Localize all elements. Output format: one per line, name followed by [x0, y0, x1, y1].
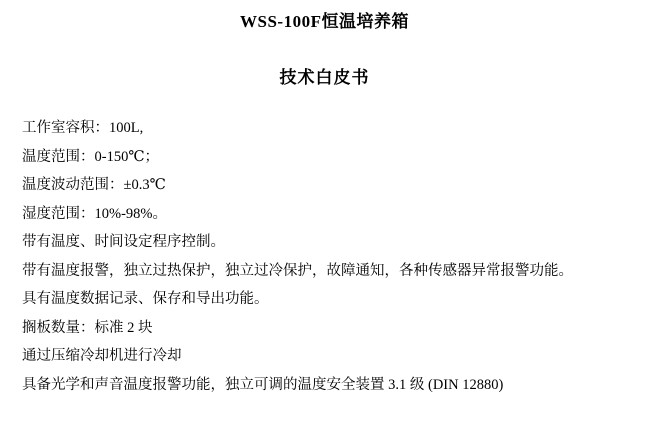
- spec-line: 工作室容积：100L,: [22, 120, 144, 136]
- spec-line: 具有温度数据记录、保存和导出功能。: [22, 291, 269, 307]
- document-subtitle: 技术白皮书: [279, 68, 370, 87]
- spec-line: 具备光学和声音温度报警功能，独立可调的温度安全装置 3.1 级 (DIN 12880): [22, 376, 504, 393]
- spec-line: 带有温度、时间设定程序控制。: [22, 234, 225, 250]
- document-page: [0, 10, 649, 429]
- spec-line: 带有温度报警，独立过热保护，独立过冷保护，故障通知，各种传感器异常报警功能。: [22, 262, 573, 279]
- spec-line: 湿度范围：10%-98%。: [22, 205, 167, 222]
- spec-line: 搁板数量：标准 2 块: [22, 319, 153, 336]
- spec-line: 温度范围：0-150℃；: [22, 148, 160, 165]
- spec-line: 通过压缩冷却机进行冷却: [22, 348, 182, 364]
- spec-line: 温度波动范围：±0.3℃: [22, 177, 166, 193]
- specification-list: [0, 114, 649, 399]
- document-title: WSS-100F恒温培养箱: [240, 12, 409, 31]
